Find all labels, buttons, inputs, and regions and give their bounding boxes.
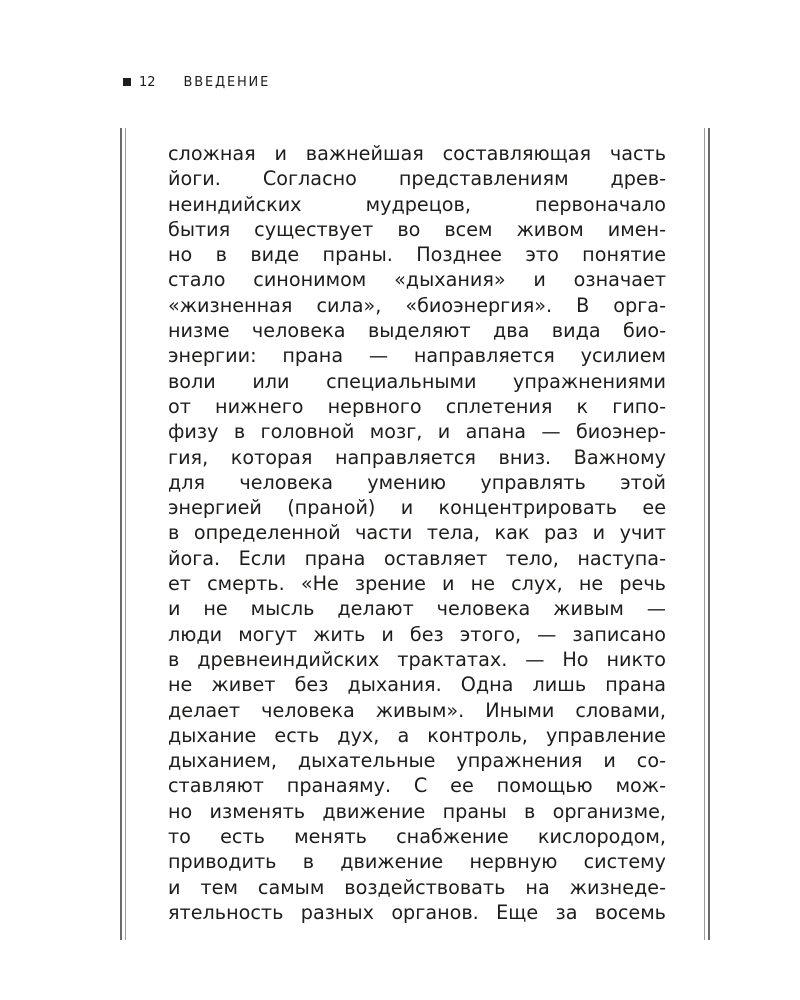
left-margin-rule-inner (125, 128, 126, 940)
page-number: 12 (139, 74, 156, 90)
text-line: гия, которая направляется вниз. Важному (168, 445, 666, 469)
text-line: сложная и важнейшая составляющая часть (168, 142, 666, 165)
right-margin-rule (708, 128, 710, 940)
text-line: бытия существует во всем живом имен- (168, 217, 666, 241)
text-line: то есть менять снабжение кислородом, (168, 825, 666, 849)
text-line: ятельность разных органов. Еще за восемь (168, 900, 666, 924)
text-line: физу в головной мозг, и апана — биоэнер- (168, 420, 666, 444)
text-line: не живет без дыхания. Одна лишь прана (168, 673, 666, 697)
left-margin-rule (120, 128, 122, 940)
text-line: йоги. Согласно представлениям древ- (168, 167, 666, 191)
text-line: и тем самым воздействовать на жизнеде- (168, 875, 666, 899)
text-line: йога. Если прана оставляет тело, наступа- (168, 546, 666, 570)
text-line: неиндийских мудрецов, первоначало (168, 192, 666, 216)
text-line: в определенной части тела, как раз и учит (168, 521, 666, 545)
right-margin-rule-inner (704, 128, 705, 940)
text-line: дыханием, дыхательные упражнения и со- (168, 749, 666, 773)
body-text (168, 141, 666, 925)
text-line: но в виде праны. Позднее это понятие (168, 243, 666, 267)
text-line: от нижнего нервного сплетения к гипо- (168, 394, 666, 418)
running-head (123, 70, 270, 94)
text-line: делает человека живым». Иными словами, (168, 698, 666, 722)
text-line: дыхание есть дух, а контроль, управление (168, 723, 666, 747)
text-line: люди могут жить и без этого, — записано (168, 622, 666, 646)
text-line: приводить в движение нервную систему (168, 850, 666, 874)
text-line: ет смерть. «Не зрение и не слух, не речь (168, 572, 666, 596)
square-bullet-icon (123, 78, 131, 86)
text-line: в древнеиндийских трактатах. — Но никто (168, 647, 666, 671)
text-line: но изменять движение праны в организме, (168, 799, 666, 823)
text-line: стало синонимом «дыхания» и означает (168, 268, 666, 292)
section-title: ВВЕДЕНИЕ (183, 74, 271, 90)
text-line: энергии: прана — направляется усилием (168, 344, 666, 368)
text-line: для человека умению управлять этой (168, 470, 666, 494)
text-line: и не мысль делают человека живым — (168, 597, 666, 621)
text-line: энергией (праной) и концентрировать ее (168, 496, 666, 520)
text-line: ставляют пранаяму. С ее помощью мож- (168, 774, 666, 798)
text-line: низме человека выделяют два вида био- (168, 319, 666, 343)
text-line: воли или специальными упражнениями (168, 369, 666, 393)
text-line: «жизненная сила», «биоэнергия». В орга- (168, 293, 666, 317)
